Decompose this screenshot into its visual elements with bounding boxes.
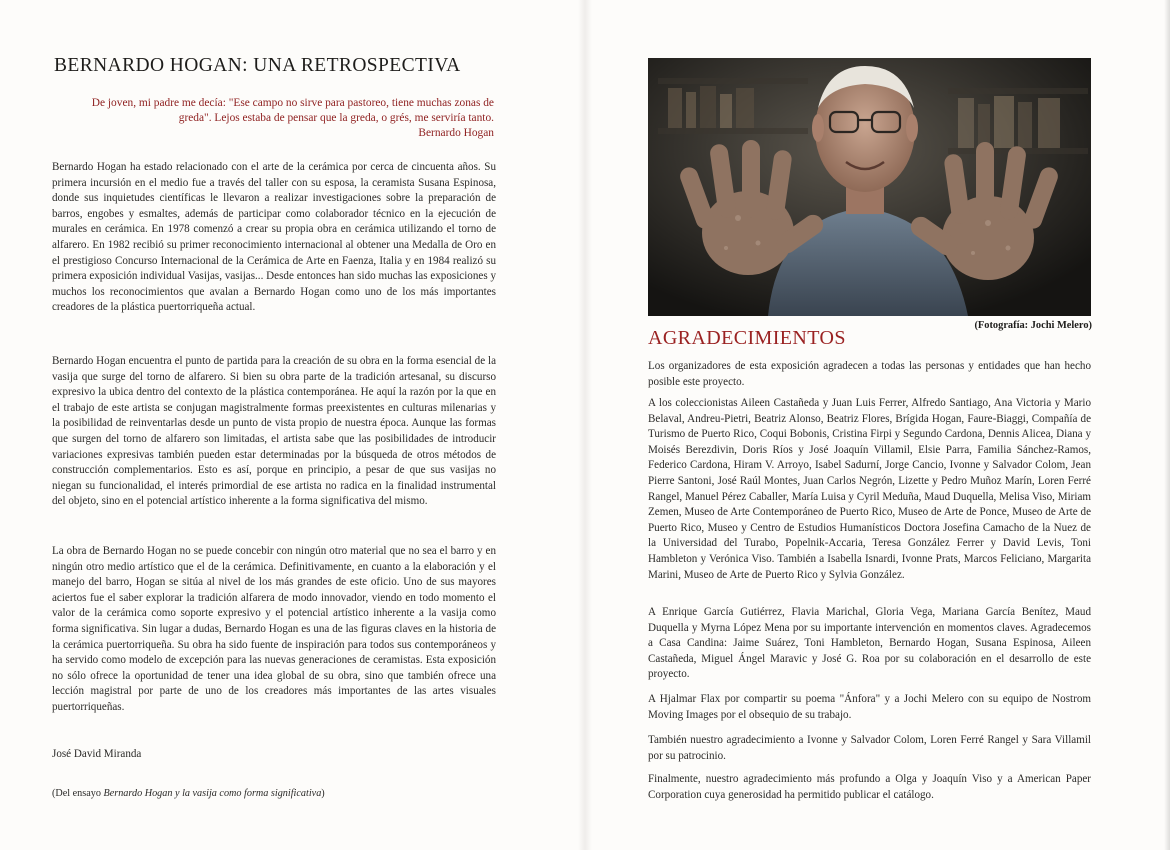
essay-paragraph-1 [52, 160, 496, 316]
paragraph-text: Los organizadores de esta exposición agradecen a todas las personas y entidades que han hecho posible este proyecto. [648, 360, 1091, 388]
acknowledgement-paragraph-3 [648, 605, 1091, 683]
paragraph-text: Bernardo Hogan ha estado relacionado con el arte de la cerámica por cerca de cincuenta años. Su primera incursión en el medio fue a través del taller con su esposa, la ceramista Susana Espinosa, donde sus inquietudes científicas le llevaron a realizar investigaciones sobre la preparación de barros, engobes y esmaltes, además de participar como colaborador técnico en la ejecución de murales en cerámica. En 1978 comenzó a crear su propia obra en cerámica utilizando el torno de alfarero. En 1982 recibió su primer reconocimiento internacional al obtener una Medalla de Oro en el prestigioso Concurso Internacional de la Cerámica de Arte en Faenza, Italia y en 1984 realizó su primera exposición individual Vasijas, vasijas... Desde entonces han sido muchas las exposiciones y muchos los reconocimientos que avalan a Bernardo Hogan como uno de los más importantes creadores de la plástica puertorriqueña actual. [52, 161, 496, 314]
source-suffix: ) [321, 788, 325, 799]
page-gutter [578, 0, 592, 850]
page-title: BERNARDO HOGAN: UNA RETROSPECTIVA [54, 55, 461, 76]
paragraph-text: También nuestro agradecimiento a Ivonne y Salvador Colom, Loren Ferré Rangel y Sara Villamil por su patrocinio. [648, 734, 1091, 762]
paragraph-text: A Enrique García Gutiérrez, Flavia Marichal, Gloria Vega, Mariana García Benítez, Maud Duquella y Myrna López Mena por su importante intervención en momentos claves. Agradecemos a Casa Candina: Jaime Suárez, Toni Hambleton, Bernardo Hogan, Susana Espinosa, Aileen Castañeda, Miguel Ángel Maravic y José G. Roa por su colaboración en el desarrollo de este proyecto. [648, 606, 1091, 681]
paragraph-text: Finalmente, nuestro agradecimiento más profundo a Olga y Joaquín Viso y a American Paper Corporation cuya generosidad ha permitido publicar el catálogo. [648, 773, 1091, 801]
paragraph-text: La obra de Bernardo Hogan no se puede concebir con ningún otro material que no sea el barro y en ningún otro medio artístico que el de la cerámica. Definitivamente, en cuanto a la elaboración y el manejo del barro, Hogan se sitúa al nivel de los más grandes de este oficio. Uno de sus mayores aciertos fue el saber explorar la tradición alfarera de modo innovador, viendo en todo momento el valor de la cerámica como soporte expresivo y el potencial artístico inherente a la vasija como forma significativa. Sin lugar a dudas, Bernardo Hogan es una de las figuras claves en la historia de la cerámica puertorriqueña. Su obra ha sido fuente de inspiración para todos sus contemporáneos y ha servido como modelo de excepción para las nuevas generaciones de ceramistas. Esta exposición no sólo ofrece la oportunidad de tener una idea global de su obra, sino que también ofrece una lección magistral por parte de uno de los creadores más importantes de las artes visuales puertorriqueñas. [52, 545, 496, 713]
source-title: Bernardo Hogan y la vasija como forma significativa [103, 788, 322, 799]
artist-photo [648, 58, 1091, 316]
portrait-illustration [648, 58, 1091, 316]
source-prefix: (Del ensayo [52, 788, 104, 799]
epigraph-quote: De joven, mi padre me decía: "Ese campo no sirve para pastoreo, tiene muchas zonas de greda". Lejos estaba de pensar que la greda, o grés, me serviría tanto. [91, 97, 494, 125]
paragraph-text: Bernardo Hogan encuentra el punto de partida para la creación de su obra en la forma esencial de la vasija que surge del torno de alfarero. Si bien su obra parte de la tradición artesanal, su discurso expresivo la ubica dentro del contexto de la plástica contemporánea. He aquí la razón por la que en el trabajo de este artista se conjugan magistralmente formas preexistentes en culturas milenarias y la posibilidad de reinventarlas desde un punto de vista propio de nuestra época. Aunque las formas que surgen del torno de alfarero son limitadas, el artista sabe que las posibilidades de introducir variaciones expresivas también pueden estar determinadas por la búsqueda de otros métodos de construcción complementarios. Esto es así, porque en principio, a pesar de que sus vasijas no niegan su funcionalidad, el interés primordial de ese artista no radica en la finalidad instrumental del objeto, sino en el potencial artístico inherente a la forma significativa del mismo. [52, 355, 496, 508]
essay-paragraph-3 [52, 544, 496, 716]
acknowledgement-paragraph-6 [648, 772, 1091, 803]
essay-signature: José David Miranda [52, 748, 142, 760]
acknowledgement-paragraph-4 [648, 692, 1091, 723]
acknowledgement-paragraph-5 [648, 733, 1091, 764]
acknowledgements-heading: AGRADECIMIENTOS [648, 327, 846, 349]
photo-caption: (Fotografía: Jochi Melero) [974, 320, 1092, 331]
essay-source [52, 788, 325, 799]
page-edge-shadow [1164, 0, 1170, 850]
acknowledgement-paragraph-2 [648, 396, 1091, 583]
essay-paragraph-2 [52, 354, 496, 510]
epigraph [58, 96, 494, 142]
paragraph-text: A Hjalmar Flax por compartir su poema "Ánfora" y a Jochi Melero con su equipo de Nostrom Moving Images por el obsequio de su trabajo. [648, 693, 1091, 721]
acknowledgement-paragraph-1 [648, 359, 1091, 390]
epigraph-author: Bernardo Hogan [418, 127, 494, 140]
paragraph-text: A los coleccionistas Aileen Castañeda y Juan Luis Ferrer, Alfredo Santiago, Ana Victoria y Mario Belaval, Andreu-Pietri, Beatriz Alonso, Beatriz Flores, Brígida Hogan, Faure-Biaggi, Compañía de Turismo de Puerto Rico, Coqui Bobonis, Cristina Firpi y Segundo Cardona, Dennis Alicea, Diana y Moisés Berezdivin, Doris Ríos y José Joaquín Villamil, Elsie Parra, Familia Sánchez-Ramos, Federico Cardona, Hiram V. Arroyo, Isabel Sadurní, Jorge Cancio, Ivonne y Salvador Colom, Jean Pierre Santoni, José Raúl Montes, Juan Carlos Negrón, Lizette y Pedro Muñoz Marín, Loren Ferré Rangel, Manuel Pérez Caballer, María Luisa y Cyril Meduña, Maud Duquella, Melisa Viso, Miriam Zemen, Museo de Arte Contemporáneo de Puerto Rico, Museo de Arte de Ponce, Museo de Arte de Puerto Rico, Museo y Centro de Estudios Humanísticos Doctora Josefina Camacho de la Nuez de la Universidad del Turabo, Popelnik-Accaria, Teresa González Ferrer y David Levis, Toni Hambleton y Verónica Viso. También a Isabella Isnardi, Ivonne Prats, Marcos Feliciano, Margarita Marini, Museo de Arte de Puerto Rico y Sylvia González. [648, 397, 1091, 581]
